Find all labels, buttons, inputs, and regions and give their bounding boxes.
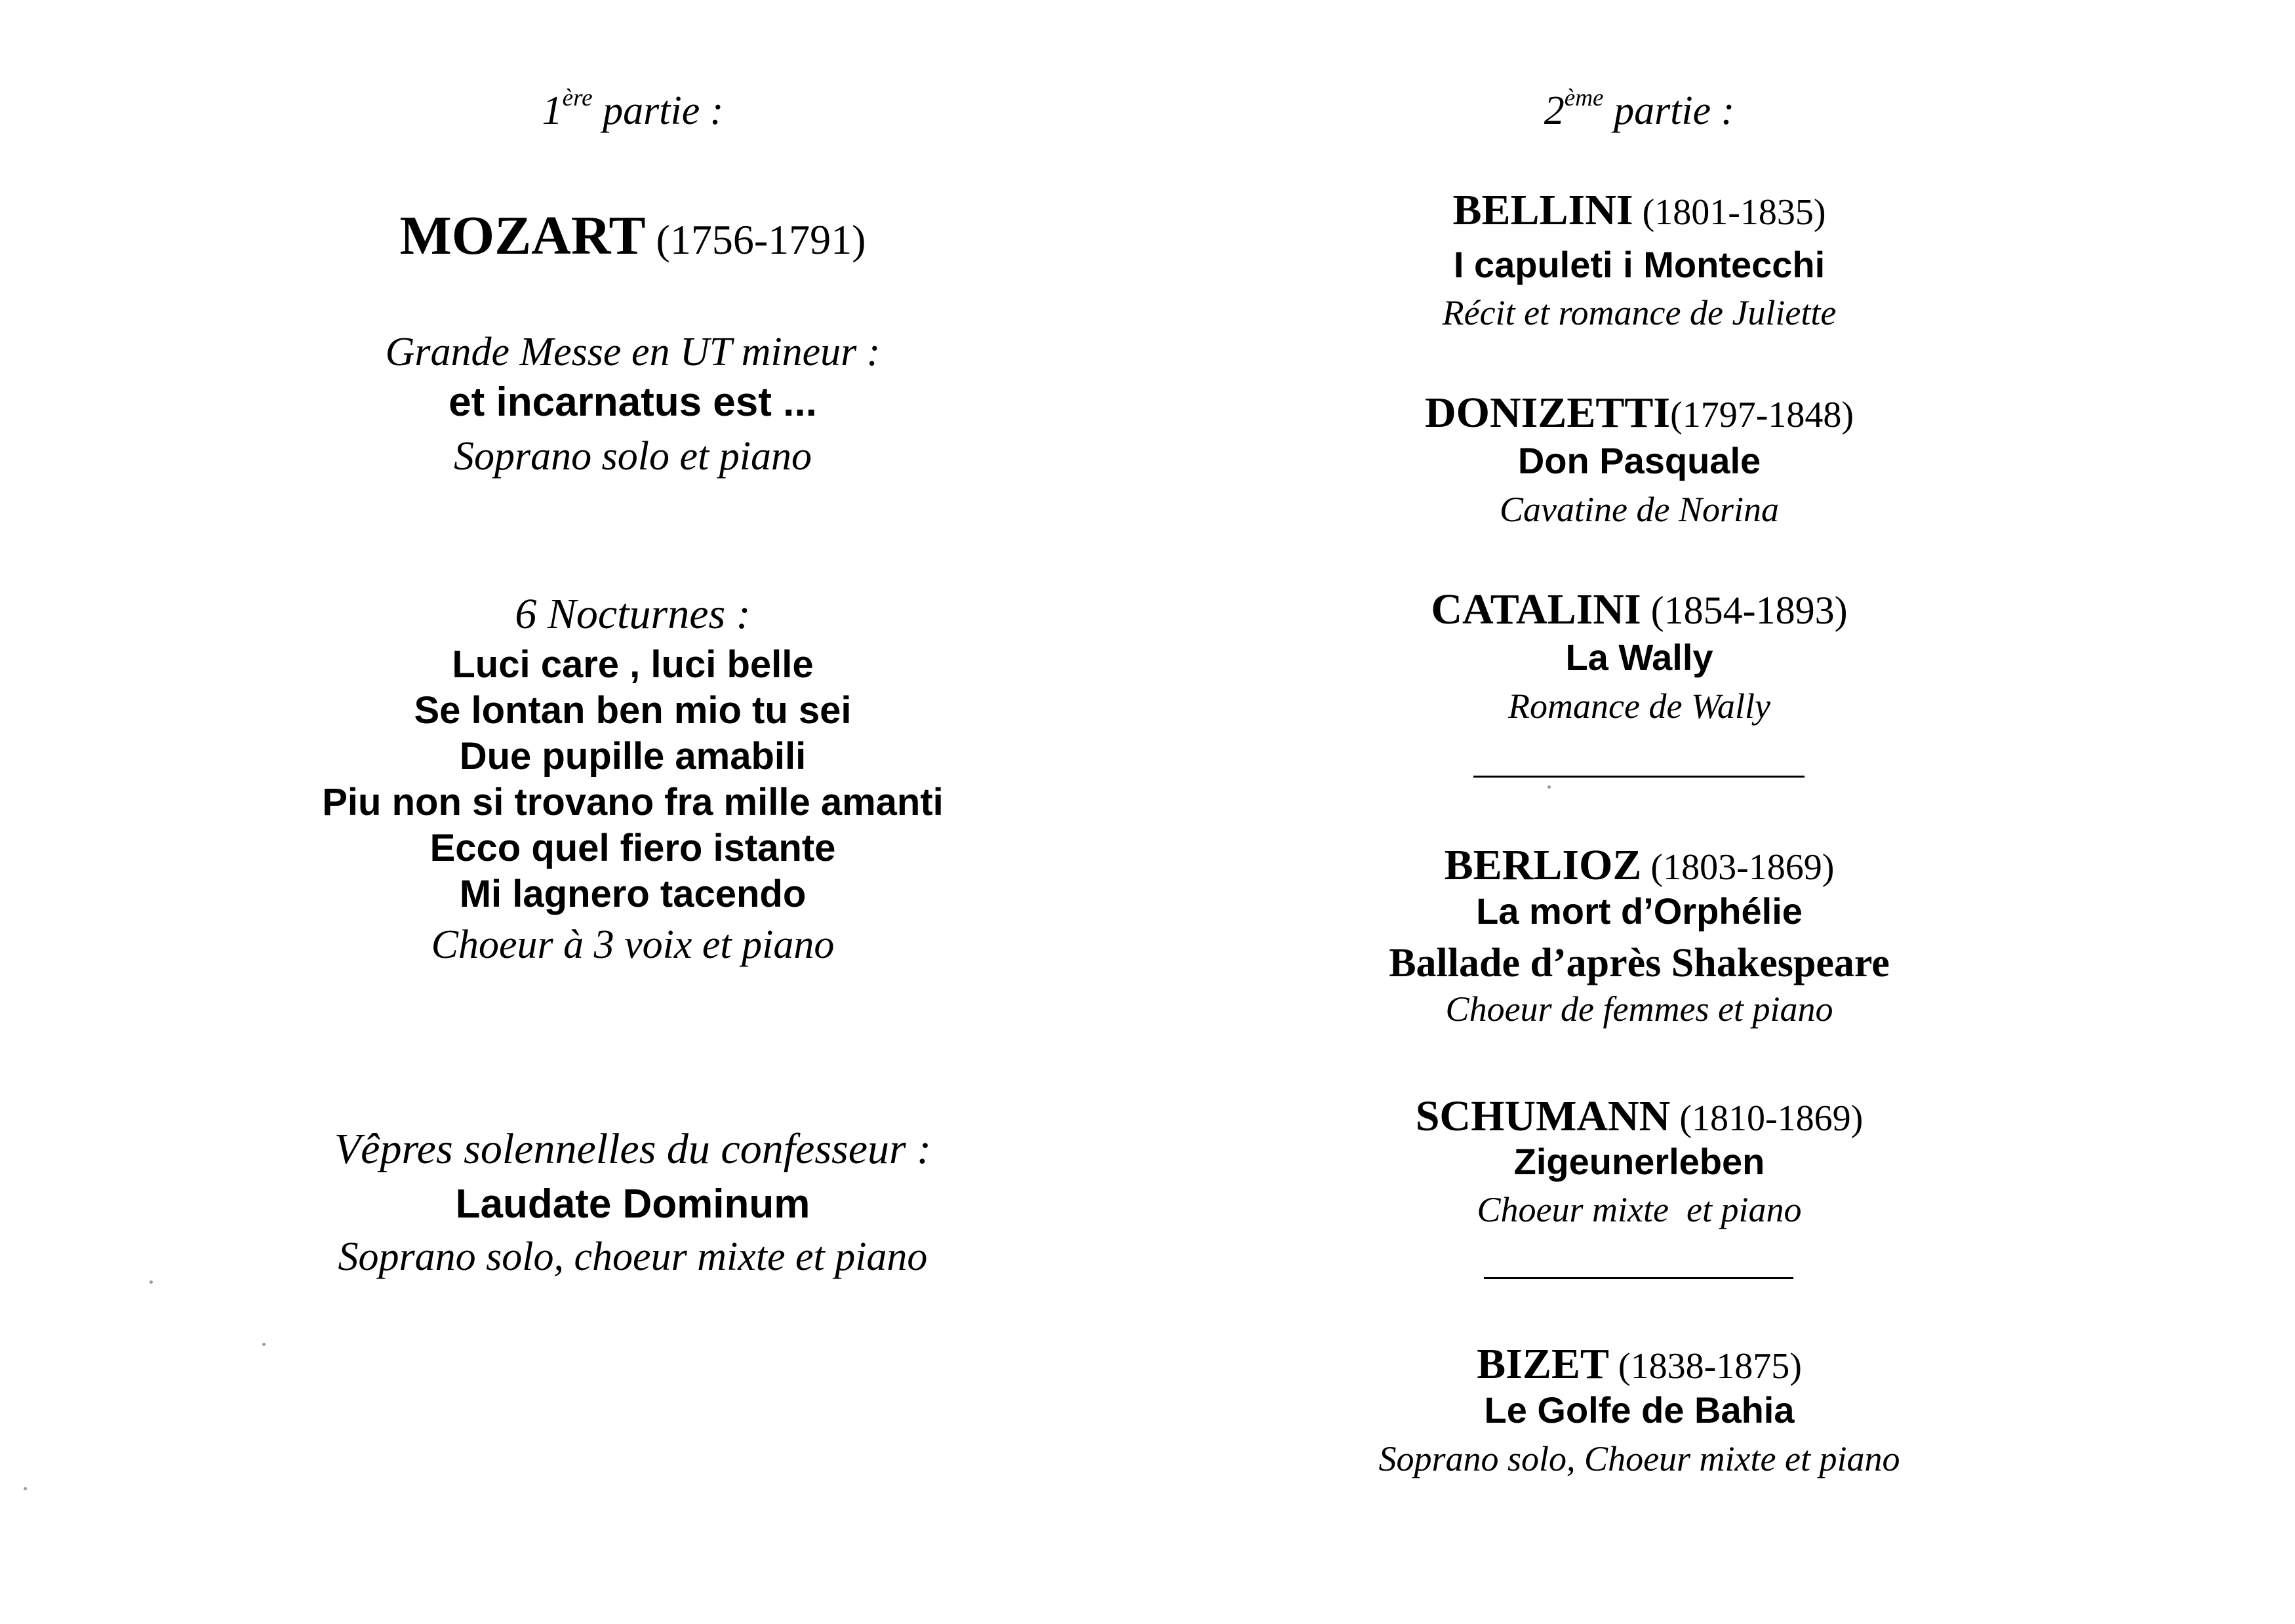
part1-heading: 1ère partie : bbox=[542, 85, 724, 133]
piece-subtitle: Ballade d’après Shakespeare bbox=[1389, 941, 1890, 985]
piece-description: Choeur de femmes et piano bbox=[1445, 989, 1833, 1029]
work-title: Vêpres solennelles du confesseur : bbox=[334, 1125, 932, 1173]
piece-title: Due pupille amabili bbox=[459, 735, 807, 778]
composer-name: DONIZETTI bbox=[1424, 389, 1671, 437]
piece-title: Le Golfe de Bahia bbox=[1484, 1389, 1795, 1431]
piece-title: Se lontan ben mio tu sei bbox=[414, 689, 852, 732]
composer-dates: (1803-1869) bbox=[1641, 847, 1835, 888]
piece-description: Cavatine de Norina bbox=[1500, 490, 1779, 529]
composer-schumann bbox=[1415, 1092, 1864, 1140]
piece-title: Luci care , luci belle bbox=[452, 643, 814, 686]
work-scoring: Choeur à 3 voix et piano bbox=[431, 922, 835, 967]
piece-title: et incarnatus est ... bbox=[449, 380, 817, 425]
composer-dates: (1801-1835) bbox=[1633, 192, 1826, 233]
piece-description: Soprano solo, Choeur mixte et piano bbox=[1378, 1439, 1900, 1478]
section-divider bbox=[1484, 1277, 1793, 1279]
piece-title: La mort d’Orphélie bbox=[1476, 890, 1803, 932]
scan-speck bbox=[150, 1280, 153, 1284]
opera-title: Don Pasquale bbox=[1517, 440, 1761, 481]
part2-heading: 2ème partie : bbox=[1544, 85, 1735, 133]
composer-name: BIZET bbox=[1477, 1340, 1609, 1388]
opera-title: La Wally bbox=[1565, 637, 1713, 678]
composer-name: BELLINI bbox=[1452, 186, 1633, 234]
scan-speck bbox=[262, 1343, 266, 1346]
piece-description: Romance de Wally bbox=[1508, 686, 1770, 726]
composer-mozart bbox=[399, 205, 866, 266]
scan-speck bbox=[24, 1487, 27, 1490]
work-scoring: Soprano solo, choeur mixte et piano bbox=[338, 1235, 928, 1279]
composer-name: BERLIOZ bbox=[1444, 841, 1642, 889]
composer-bellini bbox=[1452, 186, 1826, 234]
piece-title: Piu non si trovano fra mille amanti bbox=[322, 781, 944, 823]
composer-berlioz bbox=[1444, 841, 1835, 889]
composer-dates: (1810-1869) bbox=[1670, 1098, 1864, 1139]
composer-dates: (1797-1848) bbox=[1670, 395, 1854, 435]
opera-title: I capuleti i Montecchi bbox=[1453, 244, 1826, 285]
composer-name: SCHUMANN bbox=[1415, 1092, 1671, 1140]
piece-title: Laudate Dominum bbox=[455, 1181, 810, 1227]
composer-name: CATALINI bbox=[1431, 585, 1641, 633]
work-title: Grande Messe en UT mineur : bbox=[385, 330, 881, 374]
composer-dates: (1854-1893) bbox=[1641, 589, 1848, 632]
piece-description: Choeur mixte et piano bbox=[1477, 1190, 1802, 1229]
work-title: 6 Nocturnes : bbox=[515, 590, 751, 638]
piece-title: Mi lagnero tacendo bbox=[459, 873, 807, 915]
piece-description: Récit et romance de Juliette bbox=[1442, 293, 1837, 332]
composer-bizet bbox=[1477, 1340, 1802, 1388]
composer-donizetti bbox=[1425, 391, 1854, 435]
composer-dates: (1756-1791) bbox=[645, 216, 866, 263]
composer-name: MOZART bbox=[399, 205, 646, 266]
composer-dates: (1838-1875) bbox=[1608, 1346, 1802, 1387]
piece-title: Zigeunerleben bbox=[1513, 1141, 1765, 1182]
section-divider bbox=[1473, 776, 1805, 778]
work-scoring: Soprano solo et piano bbox=[454, 434, 812, 479]
composer-catalini bbox=[1431, 585, 1848, 633]
scan-speck bbox=[1547, 785, 1551, 789]
piece-title: Ecco quel fiero istante bbox=[429, 827, 836, 869]
